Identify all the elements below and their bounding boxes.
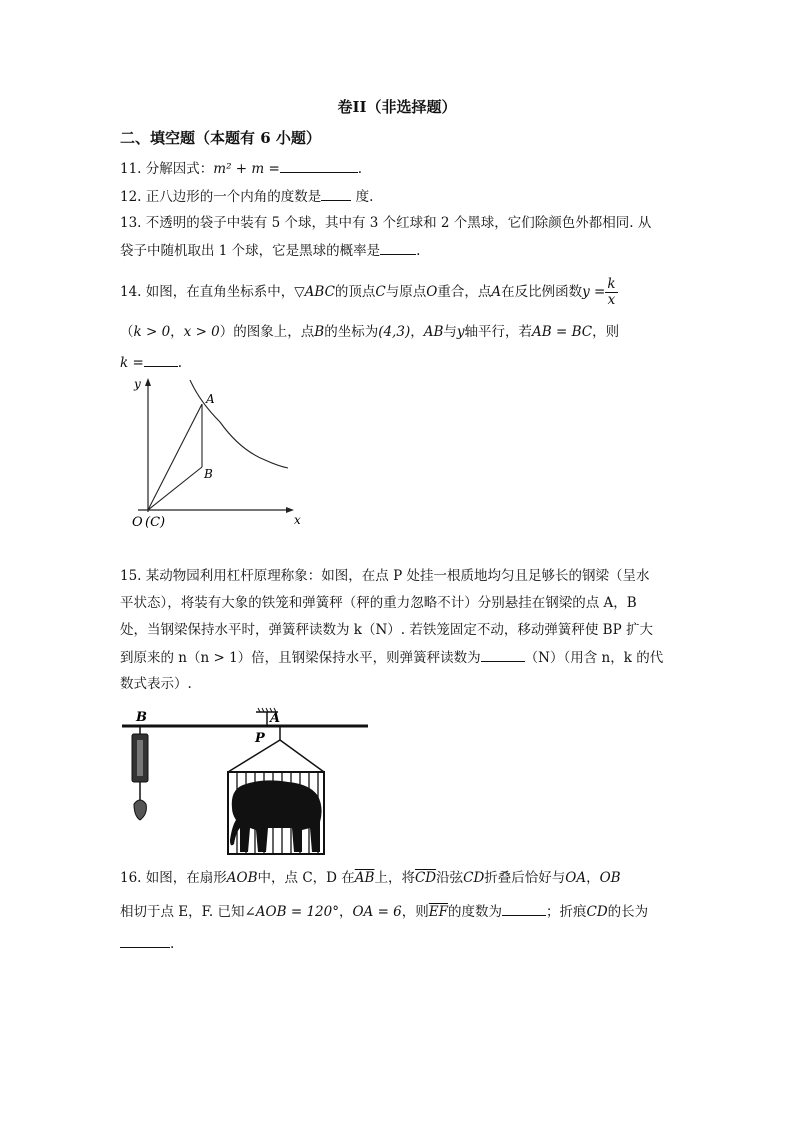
origin-label: O	[132, 515, 143, 530]
cage-rope-left	[228, 740, 280, 772]
question-text: 某动物园利用杠杆原理称象：如图，在点 P 处挂一根质地均匀且足够长的钢梁（呈水	[145, 568, 650, 584]
punctuation: ，	[338, 904, 353, 920]
math-symbol: AOB	[226, 870, 258, 886]
question-text: （	[120, 324, 134, 340]
point-c-label: (C)	[145, 515, 166, 530]
answer-blank[interactable]	[120, 933, 170, 948]
question-text: 不透明的袋子中装有 5 个球，其中有 3 个红球和 2 个黑球，它们除颜色外都相同. 从	[145, 215, 652, 231]
math-symbol: A	[491, 284, 502, 300]
math-symbol: OA	[565, 870, 587, 886]
x-axis-label: x	[294, 513, 301, 527]
question-15-line4	[120, 647, 663, 668]
question-13-line2	[120, 240, 420, 261]
point-b-label: B	[204, 467, 213, 481]
punctuation: .	[170, 936, 175, 952]
question-15	[120, 566, 649, 586]
x-axis-arrow-icon	[286, 507, 294, 513]
question-text: 与	[443, 324, 457, 340]
math-expression: m² + m =	[213, 161, 280, 177]
punctuation: ，	[410, 324, 424, 340]
answer-blank[interactable]	[321, 186, 351, 201]
elephant-icon	[230, 780, 322, 852]
question-text: ；折痕	[546, 904, 587, 920]
question-16-line2	[120, 901, 648, 922]
math-expression: OA = 6	[352, 904, 402, 920]
question-text: 的顶点	[334, 284, 376, 300]
math-expression: x > 0	[183, 324, 220, 340]
answer-blank[interactable]	[280, 158, 358, 173]
point-a-label: A	[206, 392, 215, 406]
punctuation: .	[357, 161, 363, 177]
segment-ca	[148, 404, 202, 510]
answer-blank[interactable]	[380, 240, 416, 255]
math-symbol: C	[375, 284, 386, 300]
question-15-line2	[120, 593, 637, 613]
figure-14-coordinate-graph	[120, 372, 320, 534]
section-title: 二、填空题（本题有 6 小题）	[120, 129, 321, 147]
question-number: 11.	[120, 161, 142, 177]
arc-symbol: $\overline{EF}$	[428, 904, 449, 920]
point-p-label: P	[255, 731, 265, 746]
question-text: 的度数为	[448, 904, 503, 920]
question-text: 相切于点 E，F. 已知	[120, 904, 245, 920]
question-14-line2	[120, 322, 619, 342]
segment-cb	[148, 467, 202, 510]
scale-window	[137, 740, 143, 776]
question-text: 正八边形的一个内角的度数是	[145, 189, 322, 205]
punctuation: ，	[586, 870, 600, 886]
math-expression: ∠AOB = 120°	[244, 904, 339, 920]
question-text: 数式表示）.	[120, 676, 192, 692]
question-text: 袋子中随机取出 1 个球，它是黑球的概率是	[120, 243, 381, 259]
question-text: 平状态），将装有大象的铁笼和弹簧秤（秤的重力忽略不计）分别悬挂在钢梁的点 A，B	[120, 595, 637, 611]
question-14	[120, 277, 618, 308]
math-expression: k =	[120, 355, 144, 371]
question-text: 的长为	[607, 904, 649, 920]
math-symbol: O	[426, 284, 438, 300]
question-text: （N）（用含 n，k 的代	[524, 650, 664, 666]
paper-title: 卷II（非选择题）	[337, 98, 457, 116]
arc-symbol: $\overline{CD}$	[414, 870, 437, 886]
question-text: 处，当钢梁保持水平时，弹簧秤读数为 k（N）. 若铁笼固定不动，移动弹簧秤使 BP 扩大	[120, 622, 653, 638]
numerator: k	[607, 276, 616, 292]
question-15-line5	[120, 674, 192, 694]
fraction	[605, 277, 617, 308]
question-text: 重合，点	[437, 284, 492, 300]
question-number: 16.	[120, 870, 142, 886]
point-b-label: B	[136, 710, 147, 725]
question-number: 12.	[120, 189, 142, 205]
arc-symbol: $\overline{AB}$	[354, 870, 375, 886]
question-12	[120, 186, 373, 207]
denominator: x	[607, 292, 616, 308]
question-15-line3	[120, 620, 653, 640]
question-text: 的坐标为	[324, 324, 379, 340]
question-text: 沿弦	[436, 870, 464, 886]
question-number: 15.	[120, 568, 142, 584]
figure-15-elephant-scale	[118, 704, 374, 858]
question-text: 如图，在直角坐标系中，	[145, 284, 295, 300]
question-text: 分解因式：	[145, 161, 214, 177]
math-symbol: CD	[463, 870, 485, 886]
question-13	[120, 213, 651, 233]
math-expression: AB = BC	[532, 324, 593, 340]
question-text: 到原来的 n（n > 1）倍，且钢梁保持水平，则弹簧秤读数为	[120, 650, 481, 666]
math-symbol: B	[314, 324, 325, 340]
question-text: 轴平行，若	[464, 324, 533, 340]
question-number: 13.	[120, 215, 142, 231]
punctuation: .	[416, 243, 421, 259]
question-14-line3	[120, 352, 182, 373]
punctuation: .	[177, 355, 183, 371]
math-symbol: AB	[423, 324, 444, 340]
y-axis-arrow-icon	[145, 378, 151, 386]
cage-rope-right	[280, 740, 324, 772]
question-text: ，则	[401, 904, 429, 920]
question-16-line3	[120, 933, 174, 954]
math-symbol: y	[456, 324, 465, 340]
math-symbol: OB	[599, 870, 621, 886]
question-text: 与原点	[385, 284, 427, 300]
answer-blank[interactable]	[502, 901, 546, 916]
math-expression: (4,3)	[378, 324, 411, 340]
punctuation: ，	[170, 324, 184, 340]
math-expression: y =	[582, 284, 606, 300]
question-text: ）的图象上，点	[219, 324, 315, 340]
question-text: 如图，在扇形	[145, 870, 227, 886]
answer-blank[interactable]	[481, 647, 525, 662]
point-a-label: A	[270, 711, 281, 726]
math-symbol: CD	[586, 904, 608, 920]
answer-blank[interactable]	[144, 352, 178, 367]
question-11	[120, 158, 362, 179]
hyperbola-curve	[190, 380, 288, 468]
math-expression: k > 0	[133, 324, 171, 340]
math-symbol: ▽ABC	[294, 284, 335, 300]
question-number: 14.	[120, 284, 142, 300]
question-16	[120, 868, 621, 888]
question-text: 折叠后恰好与	[484, 870, 566, 886]
question-text: ，则	[592, 324, 620, 340]
y-axis-label: y	[134, 377, 141, 391]
question-text: 中，点 C，D 在	[257, 870, 355, 886]
question-text: 在反比例函数	[501, 284, 583, 300]
scale-hook-icon	[134, 800, 146, 820]
question-text: 度.	[355, 189, 374, 205]
question-text: 上，将	[374, 870, 415, 886]
